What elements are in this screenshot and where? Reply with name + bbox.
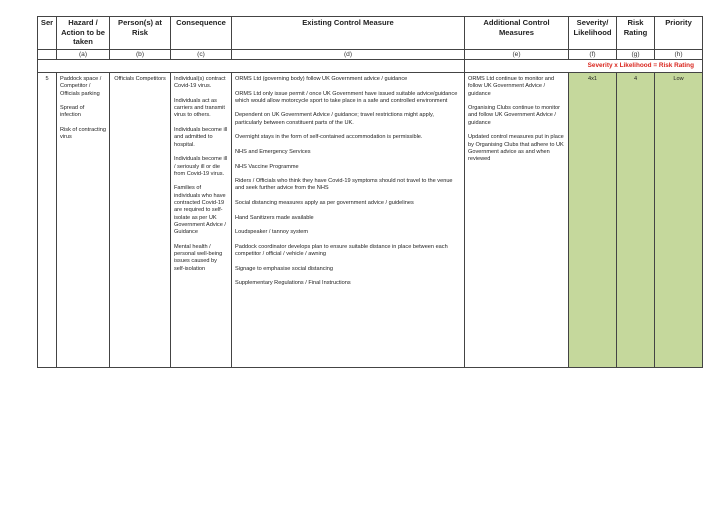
control-line: Paddock coordinator develops plan to ensure suitable distance in place between each competitor / official / vehicle / awning (235, 243, 448, 258)
hazard-line: Paddock space / Competitor / Officials parking (60, 76, 102, 97)
code-h: (h) (655, 50, 703, 60)
code-d: (d) (232, 50, 465, 60)
row-persons: Officials Competitors (110, 73, 171, 368)
consequence-line: Mental health / personal well-being issues caused by self-isolation (174, 243, 223, 272)
header-persons: Person(s) at Risk (110, 17, 171, 50)
additional-line: ORMS Ltd continue to monitor and follow UK Government Advice / guidance (468, 76, 555, 97)
code-e: (e) (465, 50, 569, 60)
risk-assessment-table (37, 16, 703, 368)
formula-spacer (38, 60, 465, 73)
header-additional-control: Additional Control Measures (465, 17, 569, 50)
control-line: Signage to emphasise social distancing (235, 265, 333, 272)
control-line: ORMS Ltd only issue permit / once UK Government have issued suitable advice/guidance which would allow motorcycle sport to take place in a safe and controlled environment (235, 90, 458, 104)
code-f: (f) (569, 50, 617, 60)
code-b: (b) (110, 50, 171, 60)
code-c: (c) (171, 50, 232, 60)
additional-line: Organising Clubs continue to monitor and follow UK Government Advice / guidance (468, 105, 561, 126)
control-line: Riders / Officials who think they have Covid-19 symptoms should not travel to the venue and seek further advice from the NHS (235, 178, 453, 192)
hazard-line: Risk of contracting virus (60, 127, 107, 141)
consequence-line: Families of individuals who have contracted Covid-19 are required to self-isolate as per UK Government Advice / Guidance (174, 185, 226, 236)
control-line: Loudspeaker / tannoy system (235, 229, 309, 236)
control-line: Supplementary Regulations / Final Instructions (235, 280, 351, 287)
control-line: Overnight stays in the form of self-contained accommodation is permissible. (235, 134, 423, 141)
control-line: NHS and Emergency Services (235, 148, 311, 155)
code-ser (38, 50, 57, 60)
control-line: ORMS Ltd (governing body) follow UK Government advice / guidance (235, 76, 408, 82)
row-ser: 5 (38, 73, 57, 368)
consequence-line: Individuals act as carriers and transmit virus to others. (174, 97, 225, 119)
row-existing-control (232, 73, 465, 368)
header-severity: Severity/ Likelihood (569, 17, 617, 50)
control-line: Hand Sanitizers made available (235, 214, 314, 221)
row-hazard (57, 73, 110, 368)
control-line: NHS Vaccine Programme (235, 163, 299, 170)
code-a: (a) (57, 50, 110, 60)
consequence-line: Individuals become ill and admitted to hospital. (174, 127, 228, 148)
header-hazard: Hazard / Action to be taken (57, 17, 110, 50)
control-line: Social distancing measures apply as per government advice / guidelines (235, 200, 414, 207)
column-code-row (38, 50, 703, 60)
row-additional-control (465, 73, 569, 368)
hazard-line: Spread of infection (60, 105, 85, 119)
row-consequence (171, 73, 232, 368)
row-severity: 4x1 (569, 73, 617, 368)
control-line: Dependent on UK Government Advice / guidance; travel restrictions might apply, particularly between constituent parts of the UK. (235, 112, 434, 126)
row-rating: 4 (617, 73, 655, 368)
consequence-line: Individual(s) contract Covid-19 virus. (174, 76, 226, 90)
header-ser: Ser (38, 17, 57, 50)
code-g: (g) (617, 50, 655, 60)
risk-formula: Severity x Likelihood = Risk Rating (465, 60, 703, 73)
header-rating: Risk Rating (617, 17, 655, 50)
row-priority: Low (655, 73, 703, 368)
consequence-line: Individuals become ill / seriously ill or die from Covid-19 virus. (174, 156, 228, 177)
formula-row (38, 60, 703, 73)
header-priority: Priority (655, 17, 703, 50)
additional-line: Updated control measures put in place by Organising Clubs that adhere to UK Government advice as and when reviewed (468, 134, 564, 163)
header-consequence: Consequence (171, 17, 232, 50)
header-existing-control: Existing Control Measure (232, 17, 465, 50)
table-row (38, 73, 703, 368)
header-row (38, 17, 703, 50)
